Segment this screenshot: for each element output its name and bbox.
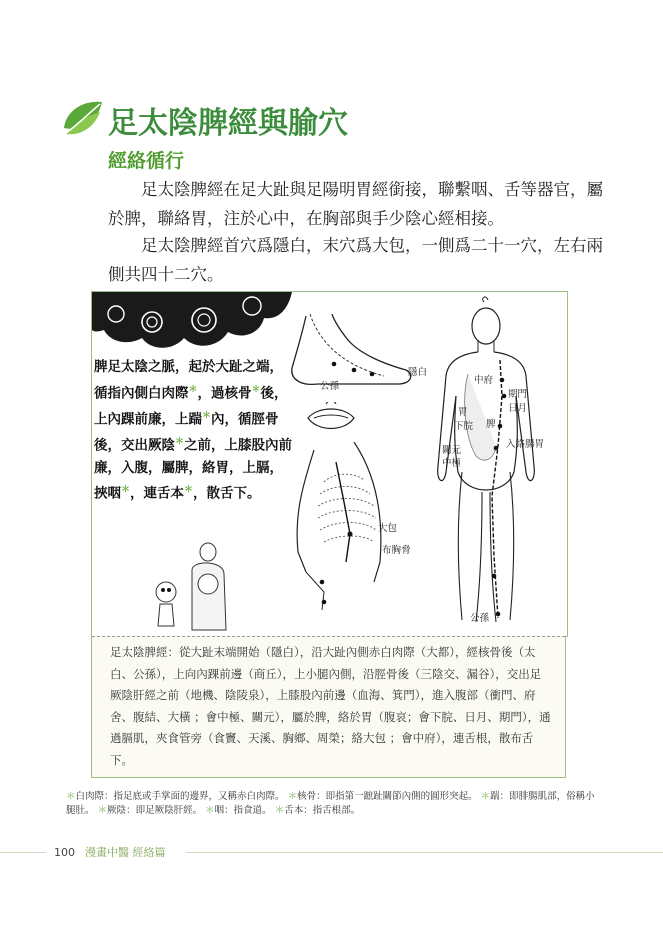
label-xiawan: 下脘	[454, 421, 474, 432]
label-dabao: 大包	[378, 523, 398, 534]
footnote-mark: ＊	[66, 791, 76, 802]
footer-rule	[0, 852, 46, 853]
label-yinbai: 隱白	[408, 367, 428, 378]
cartoon-characters	[152, 530, 232, 636]
label-riyue: 日月	[508, 403, 528, 414]
footnote-mark: ＊	[97, 805, 108, 816]
star-mark: ＊	[121, 485, 131, 495]
label-pi: 脾	[486, 419, 496, 430]
classic-text: 脾足太陰之脈，起於大趾之端，循指內側白肉際＊，過核骨＊後，上內踝前廉，上踹＊內，循脛骨後，交出厥陰＊之前，上膝股內前廉，入腹，屬脾，絡胃，上膈，挾咽＊，連舌本＊，散舌下。	[94, 359, 293, 502]
paragraph-2: 足太陰脾經首穴爲隱白，末穴爲大包，一側爲二十一穴，左右兩側共四十二穴。	[108, 236, 603, 284]
leaf-icon	[60, 98, 104, 138]
paragraph-1: 足太陰脾經在足大趾與足陽明胃經銜接，聯繫咽、舌等器官，屬於脾，聯絡胃，注於心中，在胸部與手少陰心經相接。	[108, 180, 603, 228]
star-mark: ＊	[188, 384, 198, 395]
description-text: 足太陰脾經：從大趾末端開始（隱白），沿大趾內側赤白肉際（大都），經核骨後（太白、公孫），上向內踝前邊（商丘），上小腿內側，沿脛骨後（三陰交、漏谷），交出足厥陰肝經之前（地機、陰陵泉），上膝股內前邊（血海、箕門），進入腹部（衝門、府舍、腹結、大橫 ；會中極、關元），屬於脾，絡於胃（腹哀；會下脘、日月、期門），通過膈肌，夾食管旁（食竇、天溪、胸鄉、周榮；絡大包 ；會中府），連舌根，散布舌下。	[110, 645, 551, 767]
section-subtitle: 經絡循行	[108, 150, 185, 172]
star-mark: ＊	[175, 436, 185, 447]
description-box	[91, 636, 566, 778]
footnote: 厥陰：即足厥陰肝經。	[107, 805, 203, 816]
footnotes	[66, 790, 596, 818]
footnote: 白肉際：指足底或手掌面的邊界，又稱赤白肉際。	[75, 791, 285, 802]
foot-illustration	[288, 314, 418, 394]
label-qimen: 期門	[508, 389, 528, 400]
label-zhongfu: 中府	[474, 375, 494, 386]
footnote: 踹：即腓腸肌部，俗稱小腿肚。	[66, 791, 595, 816]
label-gongsun-foot: 公孫	[320, 381, 340, 392]
footer-rule	[186, 852, 663, 853]
star-mark: ＊	[184, 485, 194, 495]
cloud-decoration	[92, 292, 292, 354]
footnote: 核骨：即指第一蹠趾關節內側的圓形突起。	[297, 791, 478, 802]
footnote-mark: ＊	[480, 791, 491, 802]
book-title: 漫畫中醫 經絡篇	[85, 846, 166, 859]
footnote-mark: ＊	[274, 805, 285, 816]
footnote: 咽：指食道。	[214, 805, 272, 816]
star-mark: ＊	[251, 384, 261, 395]
label-wei: 胃	[458, 407, 468, 418]
label-zhongji: 中極	[442, 458, 462, 469]
footnote-mark: ＊	[205, 805, 215, 816]
label-ruluo: 入絡腸胃	[506, 439, 545, 450]
mouth-illustration	[306, 402, 356, 436]
page-title: 足太陰脾經與腧穴	[108, 106, 348, 141]
label-guanyuan: 關元	[442, 445, 462, 456]
star-mark: ＊	[202, 410, 212, 421]
footnote-mark: ＊	[287, 791, 298, 802]
footnote: 舌本：指舌根部。	[284, 805, 361, 816]
page-footer	[54, 844, 166, 860]
meridian-illustration	[91, 291, 568, 637]
label-gongsun-leg: 公孫	[470, 613, 490, 624]
label-buxiong: 布胸脅	[382, 545, 411, 556]
page-number: 100	[54, 846, 75, 859]
